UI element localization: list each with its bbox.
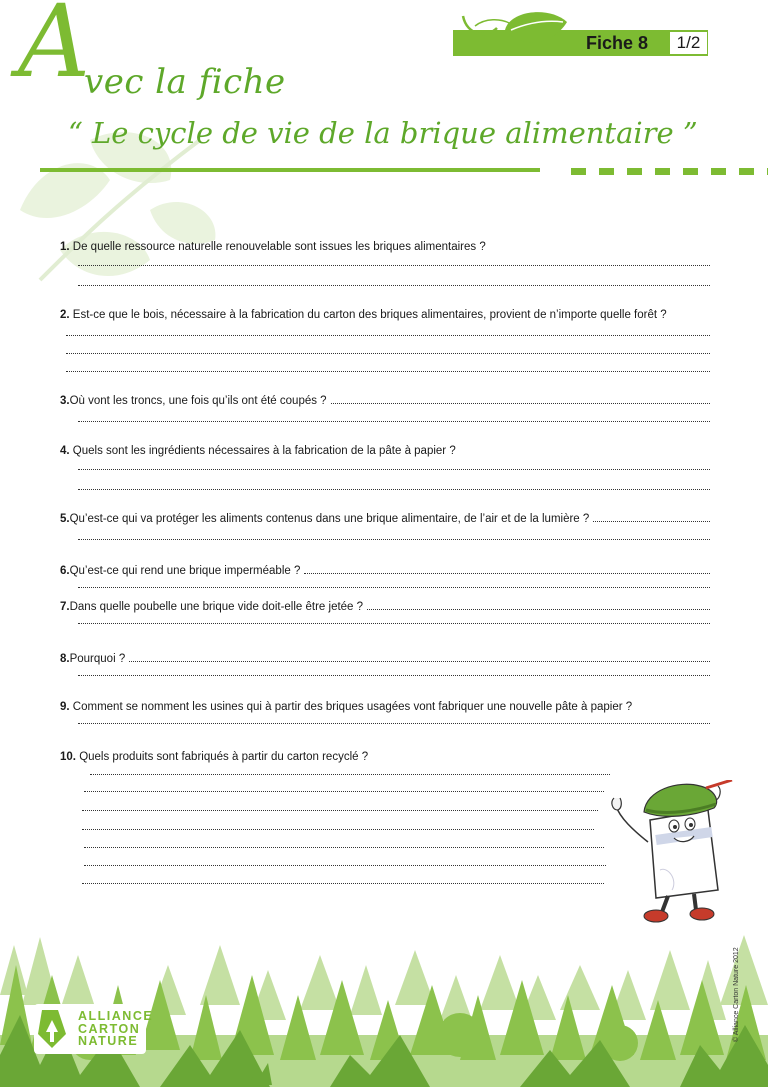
question-5 <box>60 512 710 526</box>
carton-mascot <box>608 780 743 925</box>
title-line-1: vec la fiche <box>84 62 286 102</box>
question-number: 7. <box>60 601 70 613</box>
answer-line[interactable] <box>78 586 710 588</box>
title-line-2: “ Le cycle de vie de la brique alimentaire ” <box>68 116 698 150</box>
question-text: Dans quelle poubelle une brique vide doit-elle être jetée ? <box>69 601 364 613</box>
answer-line[interactable] <box>78 538 710 540</box>
question-text: Quels sont les ingrédients nécessaires à la fabrication de la pâte à papier ? <box>69 445 456 457</box>
answer-line[interactable] <box>84 846 604 848</box>
question-10 <box>60 750 368 764</box>
question-number: 1. <box>60 241 70 253</box>
question-3 <box>60 394 710 408</box>
answer-line[interactable] <box>66 352 710 354</box>
answer-line[interactable] <box>593 512 710 522</box>
question-number: 4. <box>60 445 70 457</box>
answer-line[interactable] <box>78 264 710 266</box>
answer-line[interactable] <box>84 790 604 792</box>
answer-line[interactable] <box>367 600 710 610</box>
question-number: 5. <box>60 513 70 525</box>
header-dashes <box>571 168 768 175</box>
question-1 <box>60 240 486 254</box>
question-text: Comment se nomment les usines qui à partir des briques usagées vont fabriquer une nouvelle pâte à papier ? <box>69 701 633 713</box>
question-6 <box>60 564 710 578</box>
answer-line[interactable] <box>82 828 594 830</box>
question-2 <box>60 308 667 322</box>
header-divider <box>40 168 540 172</box>
question-text: Qu’est-ce qui va protéger les aliments contenus dans une brique alimentaire, de l’air et de la lumière ? <box>69 513 590 525</box>
question-text: Pourquoi ? <box>69 653 126 665</box>
answer-line[interactable] <box>331 394 710 404</box>
question-number: 9. <box>60 701 70 713</box>
question-number: 2. <box>60 309 70 321</box>
question-text: Où vont les troncs, une fois qu’ils ont été coupés ? <box>69 395 327 407</box>
question-text: Qu’est-ce qui rend une brique imperméable ? <box>69 565 301 577</box>
answer-line[interactable] <box>82 882 604 884</box>
leaf-swirl-icon <box>455 8 570 58</box>
answer-line[interactable] <box>66 334 710 336</box>
question-number: 3. <box>60 395 70 407</box>
answer-line[interactable] <box>82 809 598 811</box>
answer-line[interactable] <box>78 420 710 422</box>
answer-line[interactable] <box>78 622 710 624</box>
answer-line[interactable] <box>78 284 710 286</box>
page-indicator: 1/2 <box>669 31 708 55</box>
question-7 <box>60 600 710 614</box>
question-text: Est-ce que le bois, nécessaire à la fabrication du carton des briques alimentaires, provient de n’importe quelle forêt ? <box>69 309 667 321</box>
answer-line[interactable] <box>90 773 610 775</box>
question-number: 10. <box>60 751 76 763</box>
question-number: 6. <box>60 565 70 577</box>
question-8 <box>60 652 710 666</box>
answer-line[interactable] <box>129 652 710 662</box>
answer-line[interactable] <box>78 674 710 676</box>
logo-wordmark: ALLIANCE CARTON NATURE <box>78 1009 154 1048</box>
question-number: 8. <box>60 653 70 665</box>
copyright-notice: © Alliance Carton Nature 2012 <box>733 947 740 1042</box>
answer-line[interactable] <box>78 468 710 470</box>
answer-line[interactable] <box>84 864 606 866</box>
question-4 <box>60 444 456 458</box>
answer-line[interactable] <box>66 370 710 372</box>
answer-line[interactable] <box>304 564 710 574</box>
question-9 <box>60 700 632 714</box>
answer-line[interactable] <box>78 488 710 490</box>
title-initial-letter: A <box>18 0 91 100</box>
answer-line[interactable] <box>78 722 710 724</box>
fiche-number: Fiche 8 <box>586 33 649 53</box>
question-text: Quels produits sont fabriqués à partir du carton recyclé ? <box>76 751 369 763</box>
question-text: De quelle ressource naturelle renouvelable sont issues les briques alimentaires ? <box>69 241 486 253</box>
